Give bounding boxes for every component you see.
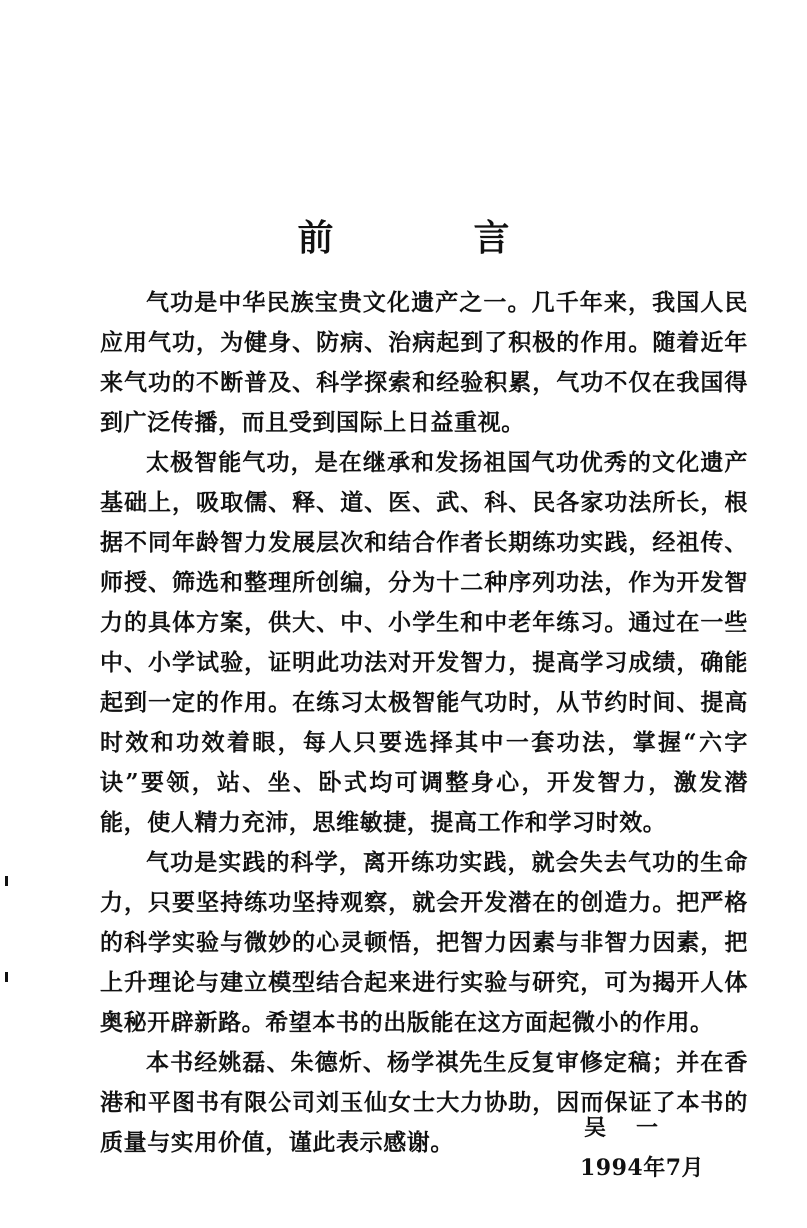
margin-speck bbox=[5, 972, 8, 982]
page-title: 前 言 bbox=[297, 218, 562, 259]
preface-body bbox=[100, 283, 748, 1163]
author-signature: 吴一 bbox=[584, 1115, 689, 1141]
date-line: 1994年7月 bbox=[580, 1155, 705, 1181]
paragraph-3: 气功是实践的科学，离开练功实践，就会失去气功的生命力，只要坚持练功坚持观察，就会开发潜在的创造力。把严格的科学实验与微妙的心灵顿悟，把智力因素与非智力因素，把上升理论与建立模型结合起来进行实验与研究，可为揭开人体奥秘开辟新路。希望本书的出版能在这方面起微小的作用。 bbox=[100, 849, 748, 1036]
margin-speck bbox=[5, 876, 8, 886]
paragraph-2: 太极智能气功，是在继承和发扬祖国气功优秀的文化遗产基础上，吸取儒、释、道、医、武、科、民各家功法所长，根据不同年龄智力发展层次和结合作者长期练功实践，经祖传、师授、筛选和整理所创编，分为十二种序列功法，作为开发智力的具体方案，供大、中、小学生和中老年练习。通过在一些中、小学试验，证明此功法对开发智力，提高学习成绩，确能起到一定的作用。在练习太极智能气功时，从节约时间、提高时效和功效着眼，每人只要选择其中一套功法，掌握“六字诀”要领，站、坐、卧式均可调整身心，开发智力，激发潜能，使人精力充沛，思维敏捷，提高工作和学习时效。 bbox=[100, 449, 748, 836]
paragraph-1: 气功是中华民族宝贵文化遗产之一。几千年来，我国人民应用气功，为健身、防病、治病起到了积极的作用。随着近年来气功的不断普及、科学探索和经验积累，气功不仅在我国得到广泛传播，而且受到国际上日益重视。 bbox=[100, 289, 748, 436]
paragraph-4: 本书经姚磊、朱德炘、杨学祺先生反复审修定稿；并在香港和平图书有限公司刘玉仙女士大力协助，因而保证了本书的质量与实用价值，谨此表示感谢。 bbox=[100, 1049, 748, 1156]
